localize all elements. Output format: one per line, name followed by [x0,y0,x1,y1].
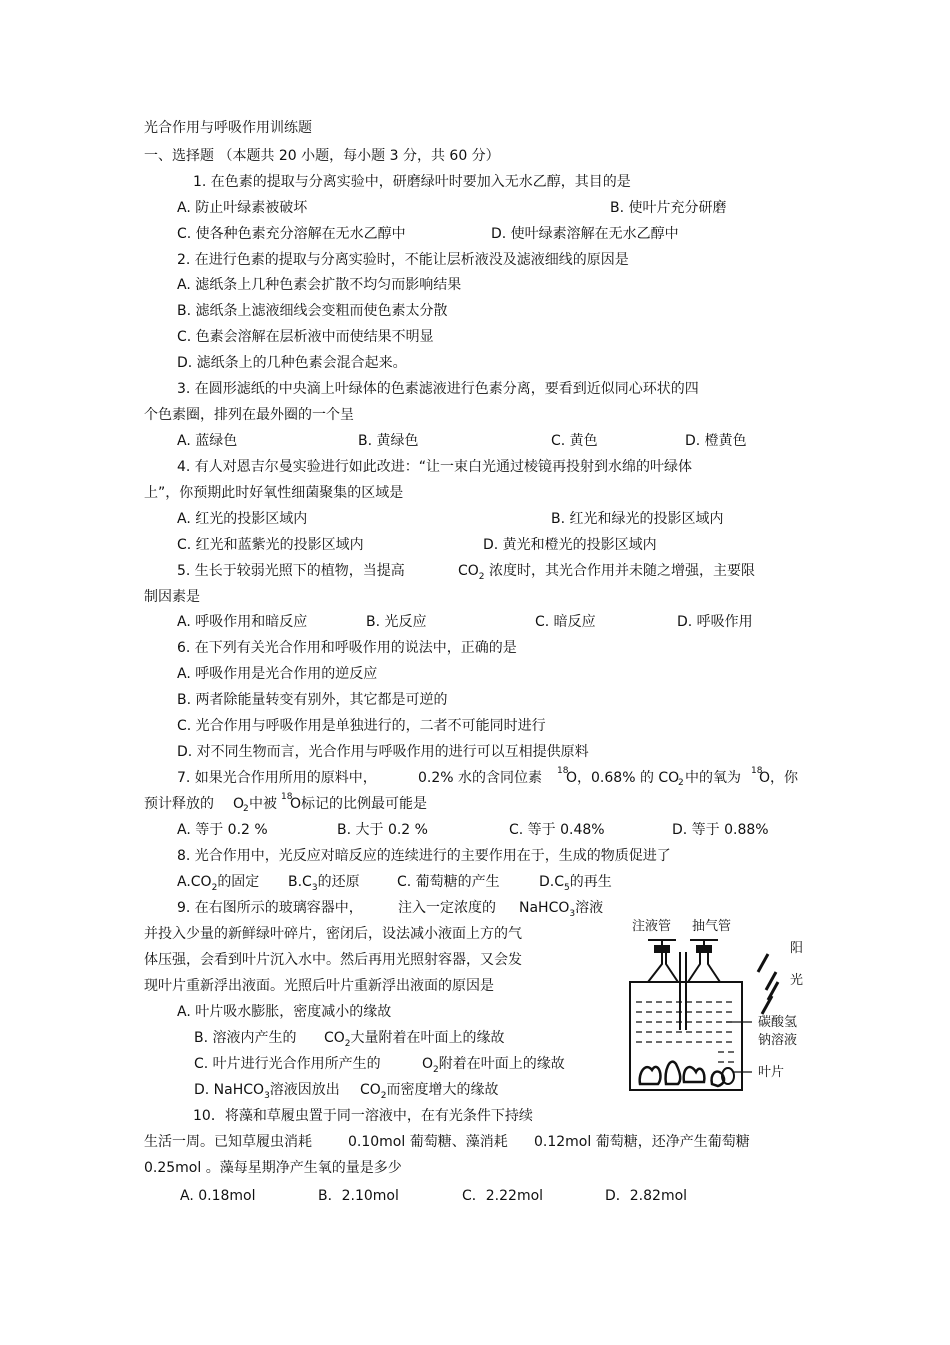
leaf-fragments [640,1062,724,1086]
question-4-options-row-2 [0,535,950,555]
label-solution-1: 碳酸氢 [758,1015,798,1030]
option-text: 附着在叶面上的缘故 [438,1056,565,1072]
subscript: 5 [564,882,570,893]
superscript: 18 [557,766,569,776]
option-c: C. 红光和蓝紫光的投影区域内 [177,537,364,553]
stem-part: 注入一定浓度的 [398,900,496,916]
option-c: C. 等于 0.48% [509,822,605,838]
question-3-stem-line-2: 个色素圈，排列在最外圈的一个呈 [144,407,354,423]
stem-part: 7. 如果光合作用所用的原料中， [177,770,377,786]
option-c: C. 暗反应 [535,614,596,630]
option-d: D．2.82mol [605,1188,688,1204]
label-solution-2: 钠溶液 [758,1033,798,1048]
option-d: D. 黄光和橙光的投影区域内 [483,537,657,553]
label-sunlight-2: 光 [790,973,804,988]
question-6-option-d: D. 对不同生物而言，光合作用与呼吸作用的进行可以互相提供原料 [177,744,589,760]
stem-part: 生活一周。已知草履虫消耗 [144,1134,312,1150]
stem-part: O [233,796,245,812]
question-2-option-b: B. 滤纸条上滤液细线会变粗而使色素太分散 [177,303,448,319]
option-c: C. 葡萄糖的产生 [397,874,500,890]
option-c: C．2.22mol [462,1188,544,1204]
question-2-option-a: A. 滤纸条上几种色素会扩散不均匀而影响结果 [177,277,462,293]
inject-pipe-2 [666,952,678,982]
co2-formula [324,1028,505,1054]
question-6-option-c: C. 光合作用与呼吸作用是单独进行的，二者不可能同时进行 [177,718,546,734]
question-5-stem-line-1 [0,561,950,581]
question-6-stem: 6. 在下列有关光合作用和呼吸作用的说法中，正确的是 [177,640,517,656]
option-text: 大量附着在叶面上的缘故 [350,1030,505,1046]
formula-text: D. NaHCO [194,1082,265,1098]
question-4-options-row-1 [0,509,950,529]
option-text: 的再生 [569,874,612,890]
option-a: A. 呼吸作用和暗反应 [177,614,308,630]
question-5-stem-line-2: 制因素是 [144,589,200,605]
superscript: 18 [751,766,763,776]
stem-part: O，你 [759,770,799,786]
subscript: 2 [211,882,218,893]
option-a: A. 蓝绿色 [177,433,238,449]
option-c: C. 黄色 [551,433,598,449]
pump-cap [697,946,711,952]
subscript: 2 [344,1038,351,1049]
question-10-stem-line-1: 10．将藻和草履虫置于同一溶液中，在有光条件下持续 [193,1108,533,1124]
subscript: 2 [243,804,249,814]
question-5-options [0,612,950,632]
question-9-option-a: A. 叶片吸水膨胀，密度减小的缘故 [177,1004,392,1020]
question-10-stem-line-3: 0.25mol 。藻每星期净产生氧的量是多少 [144,1160,402,1176]
inject-cap [655,946,669,952]
sunlight-arrows [758,954,778,1014]
option-d: D. 等于 0.88% [672,822,769,838]
o2-formula [422,1054,565,1080]
inject-pipe [648,952,662,982]
tubes [648,940,720,1030]
pump-pipe-2 [708,952,720,982]
subscript: 3 [311,882,318,893]
question-1-options-row-2 [0,224,950,244]
glass-container-figure [618,912,818,1097]
subscript: 3 [569,908,576,919]
question-4-stem-line-2: 上”，你预期此时好氧性细菌聚集的区域是 [144,485,404,501]
section-heading: 一、选择题 （本题共 20 小题，每小题 3 分，共 60 分） [144,148,500,164]
question-6-option-b: B. 两者除能量转变有别外，其它都是可逆的 [177,692,448,708]
formula-text: A.CO [177,874,212,890]
option-text: 溶液因放出 [269,1082,340,1098]
option-c: C. 使各种色素充分溶解在无水乙醇中 [177,226,406,242]
option-d: D. 使叶绿素溶解在无水乙醇中 [491,226,679,242]
option-b [288,872,360,898]
question-3-options [0,431,950,451]
co2-formula [360,1080,499,1106]
question-2-option-d: D. 滤纸条上的几种色素会混合起来。 [177,355,407,371]
page-title: 光合作用与呼吸作用训练题 [144,120,312,136]
formula-text: CO [324,1030,345,1046]
pump-pipe [688,952,700,982]
question-2-stem: 2. 在进行色素的提取与分离实验时，不能让层析液没及滤液细线的原因是 [177,252,629,268]
option-b: B. 大于 0.2 % [337,822,428,838]
option-text: C. 叶片进行光合作用所产生的 [194,1056,381,1072]
option-a [177,872,259,898]
formula-text: B.C [288,874,312,890]
subscript: 2 [478,571,485,582]
option-b: B. 黄绿色 [358,433,419,449]
question-2-option-c: C. 色素会溶解在层析液中而使结果不明显 [177,329,434,345]
stem-part: 9. 在右图所示的玻璃容器中， [177,900,363,916]
question-8-options [0,872,950,892]
superscript: 18 [281,792,293,802]
option-text: 的固定 [217,874,260,890]
option-b: B. 使叶片充分研磨 [610,200,727,216]
stem-part: 预计释放的 [144,796,214,812]
stem-part: 0.2% 水的含同位素 [418,770,543,786]
question-1-options-row-1 [0,198,950,218]
option-d: D. 橙黄色 [685,433,747,449]
label-leaf: 叶片 [758,1065,785,1080]
stem-part: O标记的比例最可能是 [290,796,428,812]
formula-tail: 溶液 [575,900,604,916]
option-text: 而密度增大的缘故 [386,1082,499,1098]
question-4-stem-line-1: 4. 有人对恩吉尔曼实验进行如此改进：“让一束白光通过棱镜再投射到水绵的叶绿体 [177,459,693,475]
question-9-stem-line-2: 并投入少量的新鲜绿叶碎片，密闭后，设法减小液面上方的气 [144,926,522,942]
formula-text: O [422,1056,434,1072]
subscript: 3 [264,1090,270,1101]
formula-text: CO [360,1082,381,1098]
nahco3-formula [194,1080,340,1106]
question-10-stem-line-2 [0,1132,950,1152]
question-7-stem-line-1 [0,768,950,788]
question-7-options [0,820,950,840]
question-9-stem-line-4: 现叶片重新浮出液面。光照后叶片重新浮出液面的原因是 [144,978,494,994]
question-8-stem: 8. 光合作用中，光反应对暗反应的连续进行的主要作用在于，生成的物质促进了 [177,848,671,864]
question-6-option-a: A. 呼吸作用是光合作用的逆反应 [177,666,378,682]
label-pump-tube: 抽气管 [692,919,732,934]
option-text: 的还原 [317,874,360,890]
option-a: A. 防止叶绿素被破坏 [177,200,308,216]
question-9-stem-line-3: 体压强，会看到叶片沉入水中。然后再用光照射容器，又会发 [144,952,522,968]
stem-part: O，0.68% 的 CO [566,770,680,786]
stem-part: 0.12mol 葡萄糖，还净产生葡萄糖 [534,1134,750,1150]
stem-part: 0.10mol 葡萄糖、藻消耗 [348,1134,508,1150]
formula-text: NaHCO [519,900,570,916]
question-3-stem-line-1: 3. 在圆形滤纸的中央滴上叶绿体的色素滤液进行色素分离，要看到近似同心环状的四 [177,381,699,397]
question-10-options [0,1186,950,1206]
label-sunlight-1: 阳 [790,941,804,956]
option-b: B. 红光和绿光的投影区域内 [551,511,724,527]
stem-part: 5. 生长于较弱光照下的植物，当提高 [177,563,405,579]
formula-text: D.C [539,874,565,890]
option-a: A. 等于 0.2 % [177,822,268,838]
co2-formula [458,561,485,587]
subscript: 2 [380,1090,387,1101]
option-b: B. 光反应 [366,614,427,630]
question-7-stem-line-2 [0,794,950,814]
subscript: 2 [433,1064,439,1075]
option-b: B．2.10mol [318,1188,399,1204]
question-1-stem: 1. 在色素的提取与分离实验中，研磨绿叶时要加入无水乙醇，其目的是 [193,174,631,190]
stem-part: 浓度时，其光合作用并未随之增强，主要限 [489,563,755,579]
stem-part: 中的氧为 [685,770,741,786]
stem-part: 中被 [249,796,277,812]
label-inject-tube: 注液管 [632,919,672,934]
option-a: A. 红光的投影区域内 [177,511,308,527]
option-d [539,872,612,898]
nahco3-formula [519,898,603,924]
option-text: B. 溶液内产生的 [194,1030,297,1046]
option-d: D. 呼吸作用 [677,614,753,630]
formula-text: CO [458,563,479,579]
option-a: A. 0.18mol [180,1188,256,1204]
subscript: 2 [678,778,684,788]
